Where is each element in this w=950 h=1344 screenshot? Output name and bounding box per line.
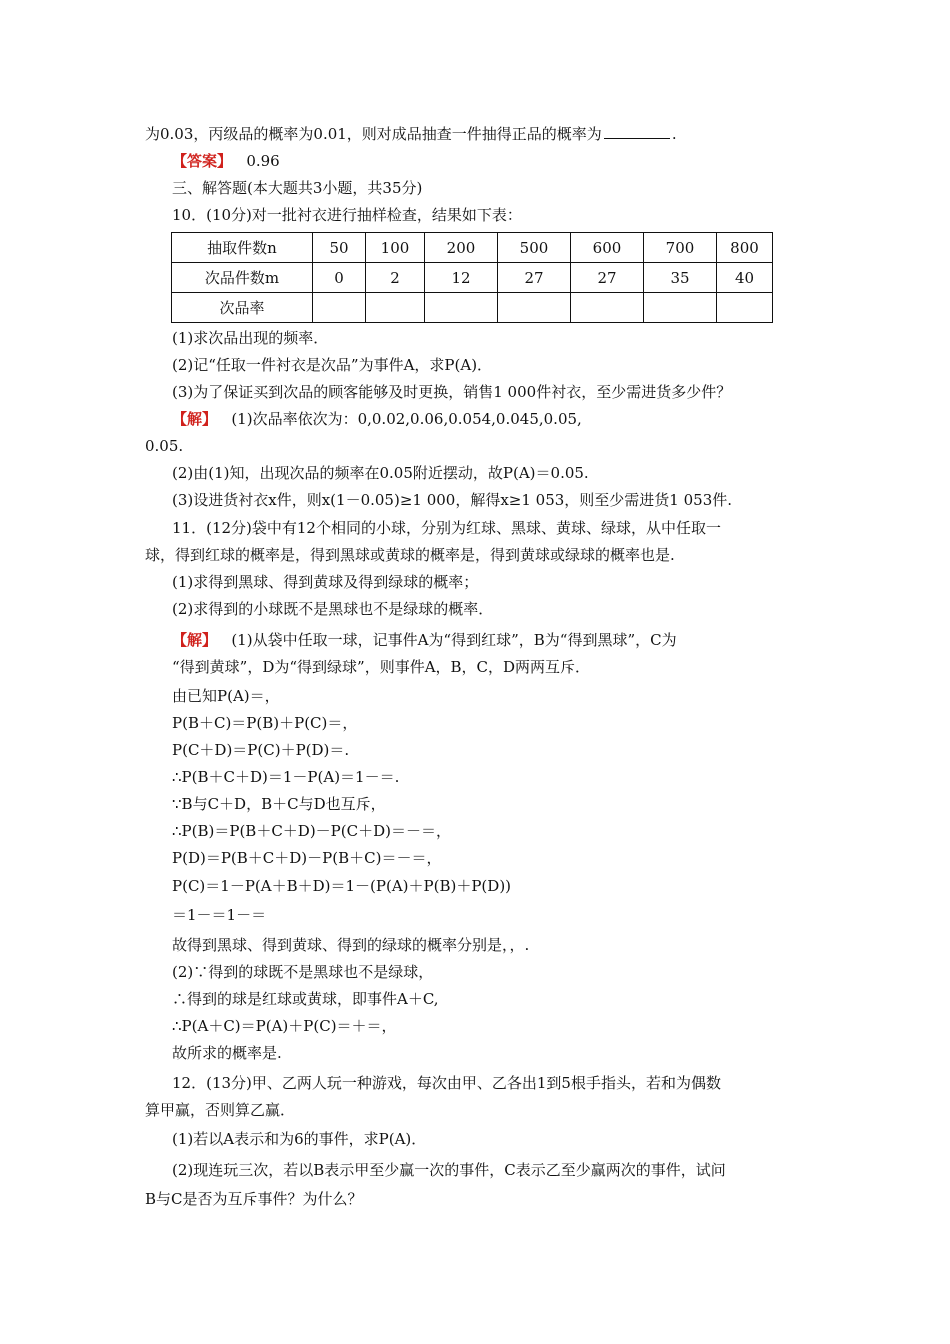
solution-line: P(C)＝1－P(A＋B＋D)＝1－(P(A)＋P(B)＋P(D)) (172, 877, 512, 895)
table-cell: 500 (498, 233, 571, 263)
table-cell: 12 (425, 263, 498, 293)
question-part: (1)求次品出现的频率． (172, 329, 329, 347)
table-cell (571, 293, 644, 323)
table-cell: 800 (717, 233, 773, 263)
table-cell: 0 (313, 263, 366, 293)
solution-line: ＝1－＝1－＝ (172, 906, 267, 924)
solution-line: 0.05. (145, 437, 184, 455)
answer-blank (604, 124, 670, 139)
table-cell: 200 (425, 233, 498, 263)
question-12: 12．(13分)甲、乙两人玩一种游戏，每次由甲、乙各出1到5根手指头，若和为偶数 (172, 1074, 721, 1092)
table-row (172, 293, 773, 323)
solution-line: ∴P(A＋C)＝P(A)＋P(C)＝＋＝， (172, 1017, 397, 1035)
table-cell: 27 (498, 263, 571, 293)
table-cell (366, 293, 425, 323)
text-segment: (1)次品率依次为：0,0.02,0.06,0.054,0.045,0.05, (231, 410, 582, 428)
question-part: B与C是否为互斥事件？为什么？ (145, 1190, 363, 1208)
question-10: 10．(10分)对一批衬衣进行抽样检查，结果如下表： (172, 206, 522, 224)
question-part: (3)为了保证买到次品的顾客能够及时更换，销售1 000件衬衣，至少需进货多少件？ (172, 383, 732, 401)
solution-line: P(D)＝P(B＋C＋D)－P(B＋C)＝－＝， (172, 849, 442, 867)
text-line (145, 124, 677, 144)
text-segment: (1)从袋中任取一球，记事件A为“得到红球”，B为“得到黑球”，C为 (231, 631, 677, 649)
solution-line: ∵B与C＋D，B＋C与D也互斥， (172, 795, 386, 813)
table-cell (644, 293, 717, 323)
table-cell (313, 293, 366, 323)
solution-line: “得到黄球”，D为“得到绿球”，则事件A，B，C，D两两互斥． (172, 658, 591, 676)
question-part: (1)若以A表示和为6的事件，求P(A)． (172, 1130, 427, 1148)
solution-line: ∴得到的球是红球或黄球，即事件A＋C, (172, 990, 439, 1008)
solution-tag: 【解】 (172, 631, 218, 649)
solution-line: (3)设进货衬衣x件，则x(1－0.05)≥1 000，解得x≥1 053，则至少需进货1 053件. (172, 491, 733, 509)
table-cell: 抽取件数n (172, 233, 313, 263)
sample-table (171, 232, 773, 323)
question-part: (2)记“任取一件衬衣是次品”为事件A，求P(A)． (172, 356, 493, 374)
solution-line: ∴P(B)＝P(B＋C＋D)－P(C＋D)＝－＝， (172, 822, 451, 840)
solution-line: P(B＋C)＝P(B)＋P(C)＝， (172, 714, 358, 732)
question-part: (1)求得到黑球、得到黄球及得到绿球的概率； (172, 573, 479, 591)
solution-line: (2)由(1)知，出现次品的频率在0.05附近摆动，故P(A)＝0.05. (172, 464, 589, 482)
table-cell: 600 (571, 233, 644, 263)
question-11: 11．(12分)袋中有12个相同的小球，分别为红球、黑球、黄球、绿球，从中任取一 (172, 519, 721, 537)
answer-value: 0.96 (246, 152, 280, 170)
text-segment: 为0.03，丙级品的概率为0.01，则对成品抽查一件抽得正品的概率为 (145, 125, 602, 143)
text-segment: . (671, 125, 677, 143)
question-11: 球，得到红球的概率是，得到黑球或黄球的概率是，得到黄球或绿球的概率也是. (145, 546, 675, 564)
solution-line: 故所求的概率是. (172, 1044, 282, 1062)
table-cell: 次品件数m (172, 263, 313, 293)
table-row (172, 263, 773, 293)
table-cell: 700 (644, 233, 717, 263)
question-part: (2)现连玩三次，若以B表示甲至少赢一次的事件，C表示乙至少赢两次的事件，试问 (172, 1161, 726, 1179)
table-cell: 2 (366, 263, 425, 293)
question-part: (2)求得到的小球既不是黑球也不是绿球的概率． (172, 600, 494, 618)
table-row (172, 233, 773, 263)
solution-line: P(C＋D)＝P(C)＋P(D)＝. (172, 741, 350, 759)
table-cell: 50 (313, 233, 366, 263)
solution-line: 由已知P(A)＝， (172, 687, 280, 705)
answer-tag: 【答案】 (172, 152, 233, 170)
solution-line (172, 630, 677, 650)
table-cell: 27 (571, 263, 644, 293)
table-cell: 100 (366, 233, 425, 263)
table-cell (498, 293, 571, 323)
solution-line: ∴P(B＋C＋D)＝1－P(A)＝1－＝. (172, 768, 400, 786)
table-cell: 35 (644, 263, 717, 293)
section-heading: 三、解答题(本大题共3小题，共35分) (172, 179, 423, 197)
answer-line (172, 151, 280, 171)
solution-tag: 【解】 (172, 410, 218, 428)
table-cell: 次品率 (172, 293, 313, 323)
table-cell (717, 293, 773, 323)
solution-line: (2)∵得到的球既不是黑球也不是绿球， (172, 963, 434, 981)
solution-line: 故得到黑球、得到黄球、得到的绿球的概率分别是，，. (172, 936, 530, 954)
question-12: 算甲赢，否则算乙赢． (145, 1101, 296, 1119)
table-cell: 40 (717, 263, 773, 293)
table-cell (425, 293, 498, 323)
solution-line (172, 409, 582, 429)
